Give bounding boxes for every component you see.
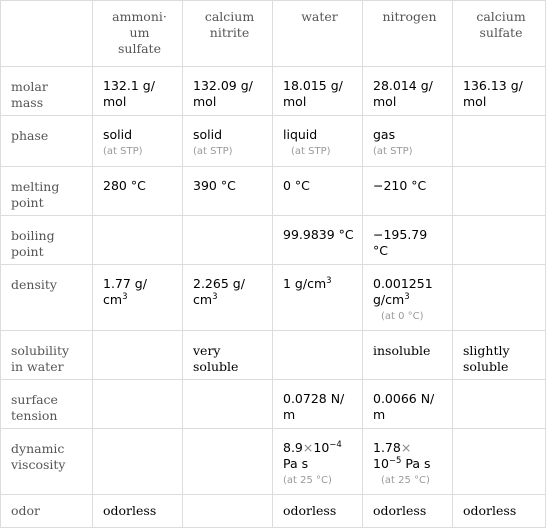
header-text: water: [301, 9, 338, 24]
value-text: m: [283, 407, 296, 422]
exponent: 3: [212, 292, 218, 302]
exponent: 3: [122, 292, 128, 302]
cell-boiling-point-calcium-sulfate: [453, 216, 546, 265]
column-header-water: [273, 1, 363, 67]
value-text: 0.0066 N/: [373, 391, 435, 406]
column-header-ammonium-sulfate: [93, 1, 183, 67]
value-text: solid: [103, 127, 133, 142]
cell-boiling-point-water: 99.9839 °C: [273, 216, 363, 265]
value-text: 1.77 g/: [103, 276, 147, 291]
cell-solubility-water: [273, 331, 363, 380]
exponent: −5: [388, 456, 402, 466]
cell-melting-point-water: 0 °C: [273, 167, 363, 216]
header-text: nitrite: [209, 25, 250, 40]
value-text: 1.78: [373, 440, 401, 455]
row-phase: [1, 116, 546, 167]
cell-melting-point-nitrogen: −210 °C: [363, 167, 453, 216]
row-dynamic-viscosity: [1, 429, 546, 495]
row-label-text: surface: [11, 392, 58, 407]
row-label-boiling-point: [1, 216, 93, 265]
cell-dynamic-viscosity-water: [273, 429, 363, 495]
row-label-text: point: [11, 195, 44, 210]
row-label-text: point: [11, 244, 44, 259]
cell-melting-point-calcium-sulfate: [453, 167, 546, 216]
cell-phase-calcium-sulfate: [453, 116, 546, 167]
header-text: calcium: [476, 9, 526, 24]
value-text: 18.015 g/: [283, 78, 343, 93]
cell-dynamic-viscosity-calcium-sulfate: [453, 429, 546, 495]
exponent: 3: [404, 292, 410, 302]
value-text: mol: [103, 94, 127, 109]
cell-odor-calcium-sulfate: odorless: [453, 495, 546, 528]
cell-surface-tension-water: [273, 380, 363, 429]
condition-note: (at STP): [291, 146, 331, 157]
value-text: 10: [373, 456, 389, 471]
value-text: very: [193, 343, 221, 358]
cell-melting-point-ammonium-sulfate: 280 °C: [93, 167, 183, 216]
cell-phase-water: [273, 116, 363, 167]
row-label-surface-tension: [1, 380, 93, 429]
cell-dynamic-viscosity-nitrogen: [363, 429, 453, 495]
row-label-text: odor: [11, 503, 41, 518]
condition-note: (at STP): [373, 146, 413, 157]
header-text: sulfate: [118, 41, 161, 56]
row-label-density: [1, 265, 93, 331]
condition-note: (at 25 °C): [283, 475, 332, 486]
value-text: 0.0728 N/: [283, 391, 345, 406]
cell-boiling-point-calcium-nitrite: [183, 216, 273, 265]
header-row: [1, 1, 546, 67]
value-text: 1 g/cm: [283, 276, 327, 291]
cell-odor-water: odorless: [273, 495, 363, 528]
cell-solubility-nitrogen: insoluble: [363, 331, 453, 380]
value-text: 132.09 g/: [193, 78, 253, 93]
value-text: mol: [463, 94, 487, 109]
column-header-nitrogen: [363, 1, 453, 67]
exponent: 3: [326, 276, 332, 286]
cell-boiling-point-nitrogen: [363, 216, 453, 265]
unit-text: Pa s: [405, 456, 431, 471]
cell-surface-tension-nitrogen: [363, 380, 453, 429]
cell-odor-nitrogen: odorless: [363, 495, 453, 528]
cell-surface-tension-calcium-sulfate: [453, 380, 546, 429]
row-solubility: [1, 331, 546, 380]
row-density: [1, 265, 546, 331]
cell-phase-ammonium-sulfate: [93, 116, 183, 167]
times-sign: ×: [400, 440, 412, 455]
row-label-text: tension: [11, 408, 58, 423]
value-text: cm: [103, 292, 123, 307]
value-text: slightly: [463, 343, 510, 358]
cell-odor-ammonium-sulfate: odorless: [93, 495, 183, 528]
exponent: −4: [329, 440, 342, 450]
condition-note: (at STP): [193, 146, 233, 157]
cell-density-calcium-sulfate: [453, 265, 546, 331]
row-label-text: molar: [11, 79, 48, 94]
row-label-text: density: [11, 277, 57, 292]
cell-molar-mass-calcium-sulfate: [453, 67, 546, 116]
unit-text: Pa s: [283, 456, 309, 471]
cell-solubility-calcium-nitrite: [183, 331, 273, 380]
header-text: ammoni·: [112, 9, 167, 24]
row-label-molar-mass: [1, 67, 93, 116]
cell-phase-nitrogen: [363, 116, 453, 167]
value-text: cm: [193, 292, 213, 307]
value-text: solid: [193, 127, 223, 142]
value-text: m: [373, 407, 386, 422]
value-text: 10: [313, 440, 330, 455]
header-text: sulfate: [479, 25, 523, 40]
cell-solubility-calcium-sulfate: [453, 331, 546, 380]
cell-density-water: [273, 265, 363, 331]
value-text: 2.265 g/: [193, 276, 245, 291]
row-label-odor: [1, 495, 93, 528]
condition-note: (at 0 °C): [381, 311, 424, 322]
row-label-text: phase: [11, 128, 49, 143]
cell-molar-mass-water: [273, 67, 363, 116]
row-label-solubility: [1, 331, 93, 380]
cell-odor-calcium-nitrite: [183, 495, 273, 528]
cell-molar-mass-ammonium-sulfate: [93, 67, 183, 116]
value-text: mol: [373, 94, 397, 109]
cell-density-ammonium-sulfate: [93, 265, 183, 331]
value-text: −195.79: [373, 227, 428, 242]
value-text: mol: [283, 94, 307, 109]
value-text: °C: [373, 243, 388, 258]
condition-note: (at STP): [103, 146, 143, 157]
cell-molar-mass-calcium-nitrite: [183, 67, 273, 116]
value-text: 28.014 g/: [373, 78, 433, 93]
cell-surface-tension-calcium-nitrite: [183, 380, 273, 429]
row-label-phase: [1, 116, 93, 167]
row-label-dynamic-viscosity: [1, 429, 93, 495]
row-label-text: boiling: [11, 228, 55, 243]
cell-dynamic-viscosity-calcium-nitrite: [183, 429, 273, 495]
cell-melting-point-calcium-nitrite: 390 °C: [183, 167, 273, 216]
cell-molar-mass-nitrogen: [363, 67, 453, 116]
row-label-text: dynamic: [11, 441, 65, 456]
row-label-text: mass: [11, 95, 44, 110]
cell-surface-tension-ammonium-sulfate: [93, 380, 183, 429]
column-header-calcium-nitrite: [183, 1, 273, 67]
header-text: calcium: [204, 9, 255, 24]
column-header-calcium-sulfate: [453, 1, 546, 67]
row-label-text: in water: [11, 359, 64, 374]
row-surface-tension: [1, 380, 546, 429]
times-sign: ×: [302, 440, 314, 455]
row-label-text: viscosity: [11, 457, 66, 472]
cell-solubility-ammonium-sulfate: [93, 331, 183, 380]
header-text: um: [129, 25, 150, 40]
cell-dynamic-viscosity-ammonium-sulfate: [93, 429, 183, 495]
value-text: mol: [193, 94, 217, 109]
value-text: liquid: [283, 127, 318, 142]
value-text: 136.13 g/: [463, 78, 523, 93]
row-melting-point: [1, 167, 546, 216]
row-label-text: solubility: [11, 343, 70, 358]
row-label-melting-point: [1, 167, 93, 216]
corner-cell: [1, 1, 93, 67]
cell-boiling-point-ammonium-sulfate: [93, 216, 183, 265]
value-text: 0.001251: [373, 276, 433, 291]
condition-note: (at 25 °C): [381, 475, 430, 486]
cell-phase-calcium-nitrite: [183, 116, 273, 167]
value-text: 132.1 g/: [103, 78, 155, 93]
cell-density-nitrogen: [363, 265, 453, 331]
value-text: soluble: [193, 359, 239, 374]
row-label-text: melting: [11, 179, 60, 194]
value-text: 8.9: [283, 440, 303, 455]
cell-density-calcium-nitrite: [183, 265, 273, 331]
header-text: nitrogen: [382, 9, 437, 24]
row-molar-mass: [1, 67, 546, 116]
value-text: g/cm: [373, 292, 405, 307]
row-odor: [1, 495, 546, 528]
value-text: soluble: [463, 359, 509, 374]
value-text: gas: [373, 127, 396, 142]
row-boiling-point: [1, 216, 546, 265]
